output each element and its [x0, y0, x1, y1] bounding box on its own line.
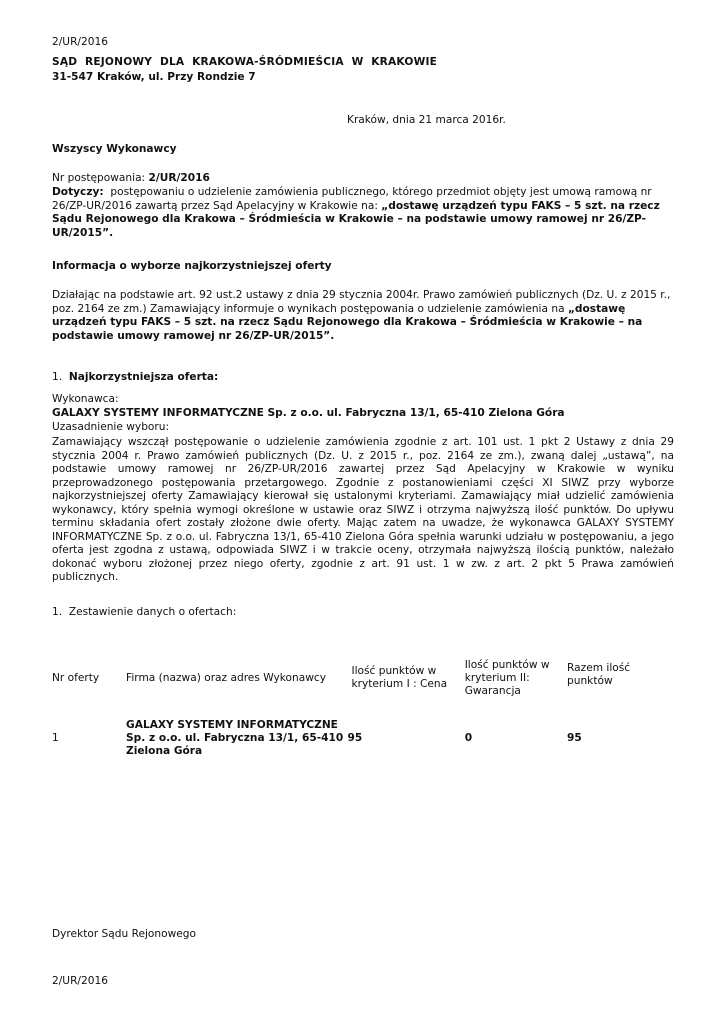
cell-gwarancja: 0: [464, 731, 473, 744]
table-header-row: [48, 656, 648, 700]
section1-number: 1.: [52, 371, 63, 383]
section2-title: Zestawienie danych o ofertach:: [68, 606, 237, 618]
header-nr: Nr oferty: [52, 671, 100, 684]
intro-text: Działając na podstawie art. 92 ust.2 ustawy z dnia 29 stycznia 2004r. Prawo zamówień publicznych (Dz. U. z 2015 r., poz. 2164 ze zm.) Zamawiający informuje o wynikach postępowania o udzielenie zamówienia na: [52, 289, 671, 315]
court-name: SĄD REJONOWY DLA KRAKOWA-ŚRÓDMIEŚCIA W KRAKOWIE: [52, 56, 438, 68]
place-date: Kraków, dnia 21 marca 2016r.: [347, 114, 506, 126]
case-number-value: 2/UR/2016: [148, 172, 210, 184]
addressee: Wszyscy Wykonawcy: [52, 143, 177, 155]
justification-paragraph: Zamawiający wszczął postępowanie o udzielenie zamówienia zgodnie z art. 101 ust. 1 pkt 2 Ustawy z dnia 29 stycznia 2004 r. Prawo zamówień publicznych (Dz. U. z 2015 r., poz. 2164 ze zm.), zwaną dalej „ustawą”, na podstawie umowy ramowej nr 26/ZP-UR/2016 zawartej przez Sąd Apelacyjny w Krakowie w wyniku przeprowadzonego postępowania przetargowego. Zgodnie z postanowieniami części XI SIWZ przy wyborze najkorzystniejszej oferty Zamawiający kierował się ustalonymi kryteriami. Zamawiający miał udzielić zamówienia wykonawcy, który spełnia wymogi określone w ustawie oraz SIWZ i otrzyma najwyższą ilość punktów. Do upływu terminu składania ofert zostały złożone dwie oferty. Mając zatem na uwadze, że wykonawca GALAXY SYSTEMY INFORMATYCZNE Sp. z o.o. ul. Fabryczna 13/1, 65-410 Zielona Góra spełnia warunki udziału w postępowaniu, a jego oferta jest zgodna z ustawą, odpowiada SIWZ i w trakcie oceny, otrzymała najwyższą ilością punktów, należało dokonać wyboru złożonej przez niego oferty, zgodnie z art. 91 ust. 1 w zw. z art. 2 pkt 5 Prawa zamówień publicznych.: [52, 436, 674, 583]
section2-number: 1.: [52, 606, 63, 618]
header-firma: Firma (nazwa) oraz adres Wykonawcy: [126, 671, 326, 684]
justification-label: Uzasadnienie wyboru:: [52, 421, 170, 433]
header-gwarancja: Ilość punktów w kryterium II: Gwarancja: [464, 658, 550, 697]
section2-heading: [52, 606, 236, 620]
cell-cena: 95: [347, 731, 363, 744]
case-number: [52, 172, 210, 186]
contractor-name: GALAXY SYSTEMY INFORMATYCZNE Sp. z o.o. ul. Fabryczna 13/1, 65-410 Zielona Góra: [52, 407, 565, 419]
header-razem: Razem ilość punktów: [567, 662, 631, 687]
reference-bottom: 2/UR/2016: [52, 975, 108, 987]
intro-paragraph: [52, 289, 674, 343]
table-row: [48, 716, 648, 760]
subject-text: postępowaniu o udzielenie zamówienia publicznego, którego przedmiot objęty jest umową ramową nr 26/ZP-UR/2016 zawartą przez Sąd Apelacyjny w Krakowie na:: [52, 186, 656, 212]
court-address: 31-547 Kraków, ul. Przy Rondzie 7: [52, 71, 256, 83]
section1-heading: [52, 371, 218, 385]
header-cena: Ilość punktów w kryterium I : Cena: [351, 665, 448, 690]
cell-nr: 1: [52, 731, 59, 744]
contractor-label: Wykonawca:: [52, 393, 119, 405]
subject-bold: „dostawę urządzeń typu FAKS – 5 szt. na rzecz Sądu Rejonowego dla Krakowa – Śródmieścia w Krakowie – na podstawie umowy ramowej nr 26/ZP-UR/2015”.: [52, 199, 660, 239]
intro-bold: „dostawę urządzeń typu FAKS – 5 szt. na rzecz Sądu Rejonowego dla Krakowa – Śródmieścia w Krakowie – na podstawie umowy ramowej nr 26/ZP-UR/2015”.: [52, 302, 643, 342]
case-number-label: Nr postępowania:: [52, 172, 149, 184]
main-heading: Informacja o wyborze najkorzystniejszej oferty: [52, 260, 332, 272]
cell-razem: 95: [567, 731, 582, 744]
cell-firma: GALAXY SYSTEMY INFORMATYCZNE Sp. z o.o. ul. Fabryczna 13/1, 65-410 Zielona Góra: [126, 718, 344, 757]
reference-top: 2/UR/2016: [52, 36, 108, 48]
signature: Dyrektor Sądu Rejonowego: [52, 928, 196, 940]
offers-table: [48, 656, 648, 760]
section1-title: Najkorzystniejsza oferta:: [68, 371, 219, 383]
subject-label: Dotyczy:: [52, 186, 104, 198]
subject-paragraph: [52, 186, 674, 240]
